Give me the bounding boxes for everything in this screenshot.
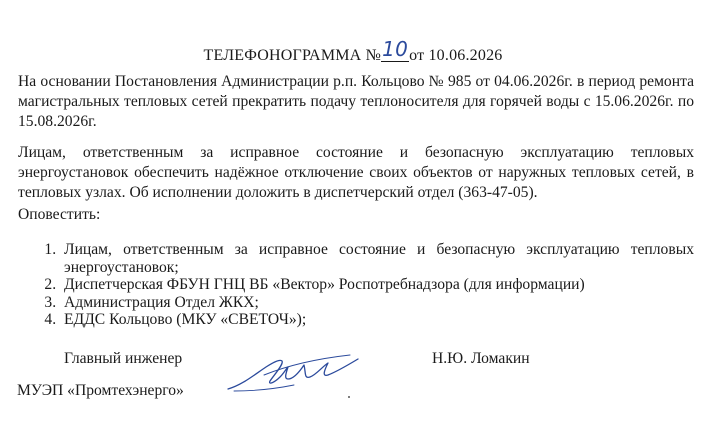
- list-item: 4. ЕДДС Кольцово (МКУ «СВЕТОЧ»);: [60, 311, 694, 329]
- signer-name: Н.Ю. Ломакин: [432, 350, 530, 367]
- list-item: 1. Лицам, ответственным за исправное состояние и безопасную эксплуатацию тепловых энергоустановок;: [60, 241, 694, 276]
- handwritten-document-number: 10: [382, 37, 409, 61]
- title-prefix: ТЕЛЕФОНОГРАММА №: [203, 47, 382, 64]
- title-date: от 10.06.2026: [409, 47, 503, 64]
- recipients-list: [18, 241, 694, 329]
- list-item: 2. Диспетчерская ФБУН ГНЦ ВБ «Вектор» Роспотребнадзора (для информации): [60, 276, 694, 294]
- order-paragraph: На основании Постановления Администрации р.п. Кольцово № 985 от 04.06.2026г. в период ремонта магистральных тепловых сетей прекратить подачу теплоносителя для горячей воды с 15.06.2026г. по 15.08.2026г.: [18, 73, 694, 130]
- notify-label: Оповестить:: [18, 206, 101, 223]
- handwritten-signature: [224, 345, 364, 400]
- document-title: [0, 37, 706, 65]
- ink-dot: [348, 396, 350, 398]
- list-item: 3. Администрация Отдел ЖКХ;: [60, 294, 694, 312]
- instruction-paragraph: Лицам, ответственным за исправное состояние и безопасную эксплуатацию тепловых энергоустановок обеспечить надёжное отключение своих объектов от наружных тепловых сетей, в тепловых узлах. Об исполнении доложить в диспетчерский отдел (363-47-05).: [18, 144, 694, 201]
- organization-name: МУЭП «Промтехэнерго»: [17, 382, 184, 399]
- document-number-field: [381, 37, 409, 65]
- signer-position: Главный инженер: [64, 350, 183, 367]
